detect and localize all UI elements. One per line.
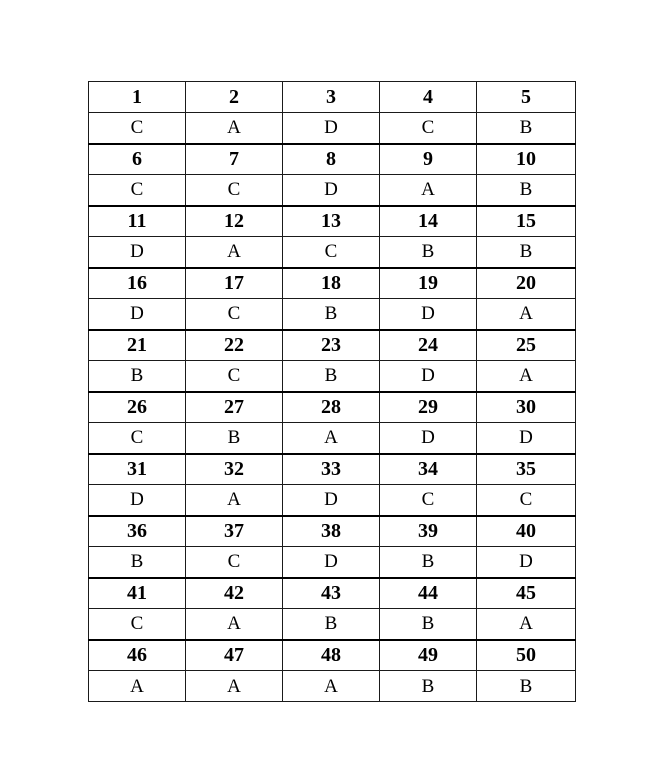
answer-cell: B [380,609,477,640]
answer-cell: B [89,547,186,578]
answer-row [89,671,576,702]
answer-cell: D [283,113,380,144]
answer-cell: D [283,175,380,206]
answer-cell: B [89,361,186,392]
answer-cell: A [186,113,283,144]
question-number-cell: 13 [283,206,380,237]
answer-cell: C [89,423,186,454]
question-number-cell: 8 [283,144,380,175]
answer-cell: A [186,237,283,268]
question-number-cell: 34 [380,454,477,485]
answer-cell: A [477,361,576,392]
question-number-cell: 27 [186,392,283,423]
question-number-cell: 3 [283,82,380,113]
question-number-cell: 12 [186,206,283,237]
answer-cell: D [89,237,186,268]
answer-cell: C [380,113,477,144]
question-number-row [89,206,576,237]
question-number-row [89,268,576,299]
answer-cell: A [283,423,380,454]
answer-cell: D [477,547,576,578]
question-number-row [89,516,576,547]
question-number-cell: 30 [477,392,576,423]
answer-cell: A [186,485,283,516]
answer-cell: D [380,423,477,454]
question-number-cell: 20 [477,268,576,299]
answer-cell: C [89,113,186,144]
answer-cell: A [283,671,380,702]
question-number-cell: 38 [283,516,380,547]
question-number-cell: 23 [283,330,380,361]
question-number-cell: 19 [380,268,477,299]
question-number-cell: 36 [89,516,186,547]
answer-cell: B [477,113,576,144]
answer-row [89,423,576,454]
answer-cell: B [380,547,477,578]
answer-cell: C [283,237,380,268]
answer-cell: C [89,175,186,206]
question-number-cell: 39 [380,516,477,547]
answer-cell: A [380,175,477,206]
answer-row [89,299,576,330]
question-number-cell: 14 [380,206,477,237]
answer-cell: B [380,237,477,268]
question-number-cell: 15 [477,206,576,237]
answer-cell: C [380,485,477,516]
answer-cell: A [477,609,576,640]
question-number-cell: 49 [380,640,477,671]
question-number-cell: 45 [477,578,576,609]
question-number-row [89,454,576,485]
question-number-cell: 44 [380,578,477,609]
question-number-row [89,392,576,423]
answer-cell: B [283,361,380,392]
answer-cell: B [380,671,477,702]
question-number-cell: 18 [283,268,380,299]
question-number-cell: 28 [283,392,380,423]
answer-cell: B [477,237,576,268]
answer-row [89,485,576,516]
answer-cell: D [477,423,576,454]
answer-cell: B [283,299,380,330]
answer-cell: D [89,299,186,330]
answer-cell: C [186,175,283,206]
answer-row [89,113,576,144]
question-number-cell: 42 [186,578,283,609]
question-number-cell: 47 [186,640,283,671]
answer-cell: A [477,299,576,330]
question-number-cell: 32 [186,454,283,485]
question-number-cell: 29 [380,392,477,423]
question-number-row [89,640,576,671]
answer-row [89,175,576,206]
question-number-cell: 25 [477,330,576,361]
question-number-cell: 2 [186,82,283,113]
answer-key-body [89,82,576,702]
question-number-cell: 41 [89,578,186,609]
answer-cell: B [477,175,576,206]
question-number-cell: 43 [283,578,380,609]
answer-row [89,237,576,268]
question-number-cell: 1 [89,82,186,113]
answer-cell: A [186,671,283,702]
question-number-cell: 46 [89,640,186,671]
question-number-row [89,330,576,361]
question-number-cell: 35 [477,454,576,485]
answer-row [89,547,576,578]
answer-row [89,609,576,640]
question-number-row [89,144,576,175]
question-number-cell: 4 [380,82,477,113]
question-number-cell: 10 [477,144,576,175]
question-number-cell: 11 [89,206,186,237]
answer-cell: D [283,485,380,516]
answer-cell: C [186,299,283,330]
answer-cell: B [477,671,576,702]
question-number-row [89,82,576,113]
question-number-cell: 9 [380,144,477,175]
answer-key-table [88,81,576,702]
question-number-cell: 48 [283,640,380,671]
answer-cell: D [89,485,186,516]
question-number-cell: 7 [186,144,283,175]
answer-cell: A [89,671,186,702]
question-number-cell: 37 [186,516,283,547]
answer-cell: C [186,361,283,392]
answer-cell: D [380,299,477,330]
question-number-cell: 24 [380,330,477,361]
question-number-cell: 22 [186,330,283,361]
question-number-cell: 31 [89,454,186,485]
answer-cell: D [283,547,380,578]
question-number-cell: 5 [477,82,576,113]
question-number-cell: 33 [283,454,380,485]
answer-cell: B [283,609,380,640]
question-number-cell: 50 [477,640,576,671]
answer-cell: C [477,485,576,516]
question-number-cell: 17 [186,268,283,299]
answer-cell: C [89,609,186,640]
question-number-cell: 40 [477,516,576,547]
answer-cell: D [380,361,477,392]
answer-row [89,361,576,392]
answer-cell: C [186,547,283,578]
answer-cell: B [186,423,283,454]
question-number-cell: 16 [89,268,186,299]
answer-cell: A [186,609,283,640]
question-number-cell: 26 [89,392,186,423]
question-number-row [89,578,576,609]
question-number-cell: 21 [89,330,186,361]
question-number-cell: 6 [89,144,186,175]
